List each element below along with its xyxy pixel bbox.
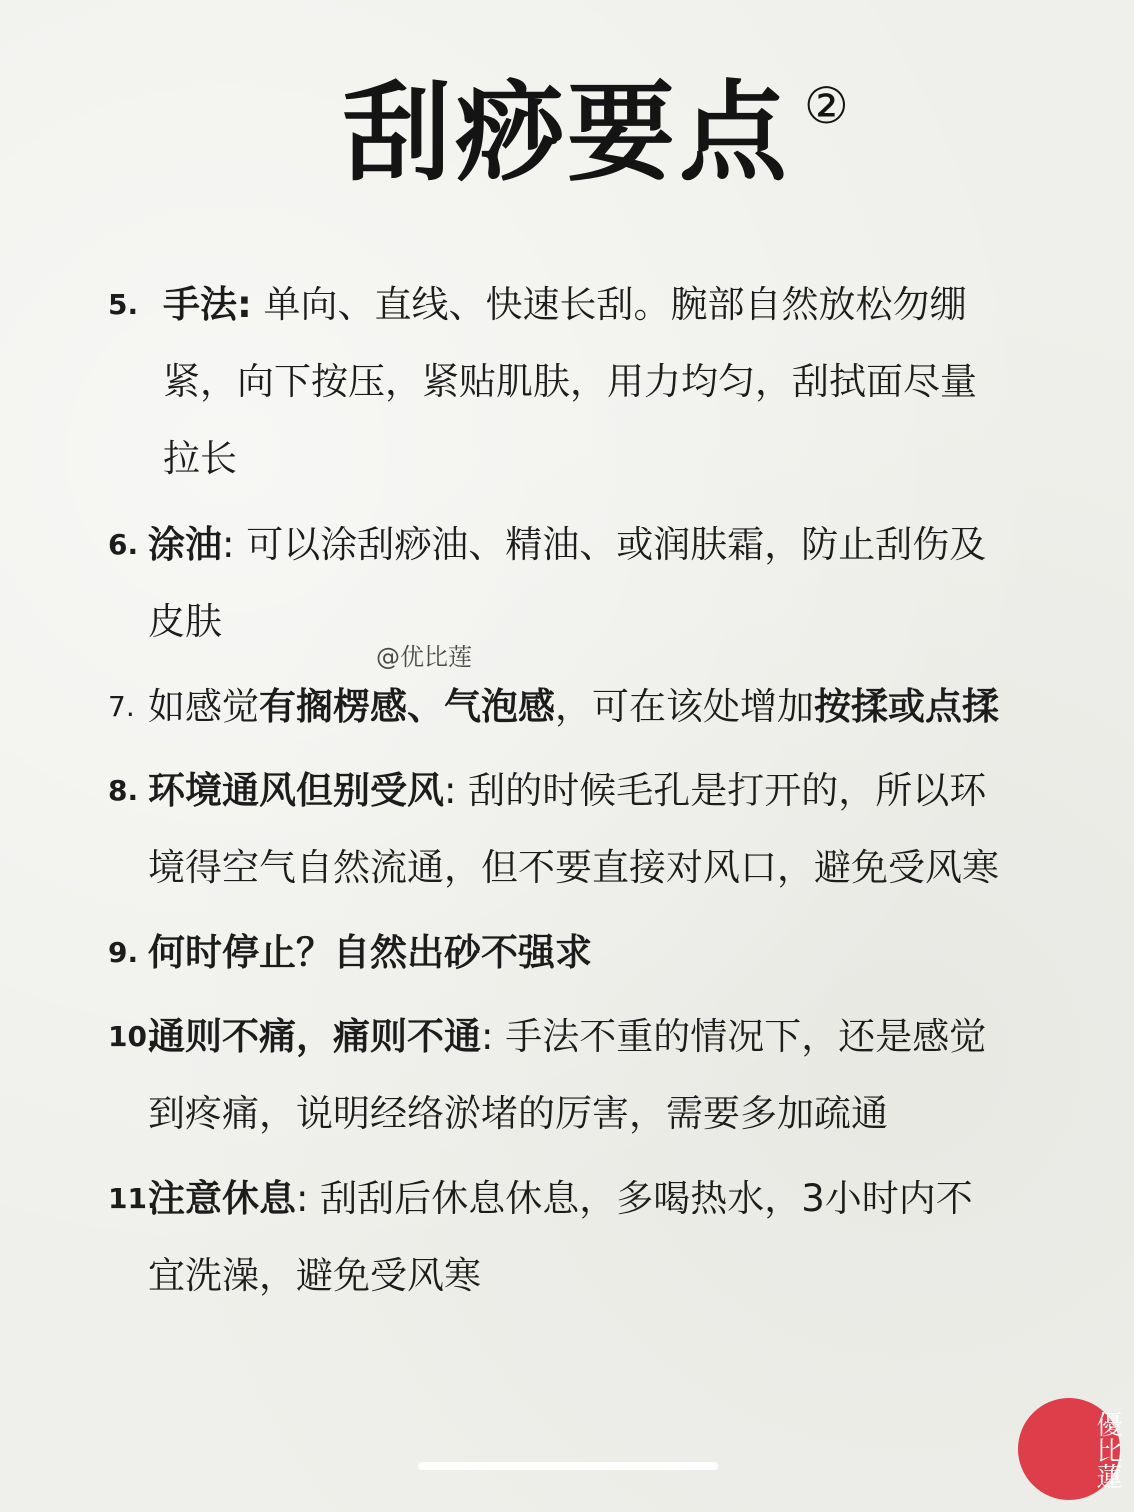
item-line: 紧，向下按压，紧贴肌肤，用力均匀，刮拭面尽量 [163, 360, 977, 403]
bottom-indicator-bar [418, 1462, 718, 1470]
item-number: 8. [108, 774, 139, 807]
item-line: 皮肤 [148, 600, 222, 643]
title-number-mark: ② [804, 77, 849, 135]
watermark-text: @优比莲 [376, 643, 472, 671]
item-heading: 环境通风但别受风 [148, 769, 444, 812]
item-first-line [108, 668, 1048, 745]
item-heading: 通则不痛，痛则不通 [148, 1015, 481, 1058]
item-text: : 手法不重的情况下，还是感觉 [481, 1015, 987, 1058]
item-line: 到疼痛，说明经络淤堵的厉害，需要多加疏通 [148, 1092, 888, 1135]
item-line: 境得空气自然流通，但不要直接对风口，避免受风寒 [148, 846, 999, 889]
item-number: 10. [108, 1020, 158, 1053]
item-text: 单向、直线、快速长刮。腕部自然放松勿绷 [251, 283, 967, 326]
list-item [108, 506, 1048, 660]
item-line: 宜洗澡，避免受风寒 [148, 1254, 481, 1297]
item-heading: 注意休息 [148, 1177, 296, 1220]
item-first-line [108, 506, 1048, 583]
item-text: 如感觉 [148, 685, 259, 728]
item-text: : 可以涂刮痧油、精油、或润肤霜，防止刮伤及 [222, 523, 987, 566]
seal-text: 優比蓮 [1092, 1411, 1122, 1489]
item-first-line [108, 998, 1048, 1075]
item-text: : 刮刮后休息休息，多喝热水，3小时内不 [296, 1177, 973, 1220]
list-item [108, 752, 1048, 906]
item-first-line [108, 752, 1048, 829]
item-line: 拉长 [163, 437, 237, 480]
item-number: 5. [108, 288, 139, 321]
item-text: ，可在该处增加 [555, 685, 814, 728]
item-number: 9. [108, 936, 139, 969]
item-first-line [108, 266, 1048, 343]
item-number: 6. [108, 528, 139, 561]
item-first-line [108, 1160, 1048, 1237]
list-item [108, 998, 1048, 1152]
list-item [108, 1160, 1048, 1314]
item-first-line [108, 914, 1048, 991]
item-heading: 手法: [163, 283, 252, 326]
item-highlight: 有搁楞感、气泡感 [259, 685, 555, 728]
item-number: 11. [108, 1182, 158, 1215]
item-heading: 涂油 [148, 523, 222, 566]
brand-seal-logo [1018, 1398, 1120, 1500]
item-number: 7. [108, 690, 135, 723]
page-title: 刮痧要点 [342, 70, 791, 196]
list-item [108, 914, 1048, 991]
item-text: : 刮的时候毛孔是打开的，所以环 [444, 769, 987, 812]
item-heading: 何时停止？自然出砂不强求 [148, 931, 592, 974]
list-item [108, 668, 1048, 745]
list-item [108, 266, 1048, 497]
item-highlight: 按揉或点揉 [814, 685, 999, 728]
